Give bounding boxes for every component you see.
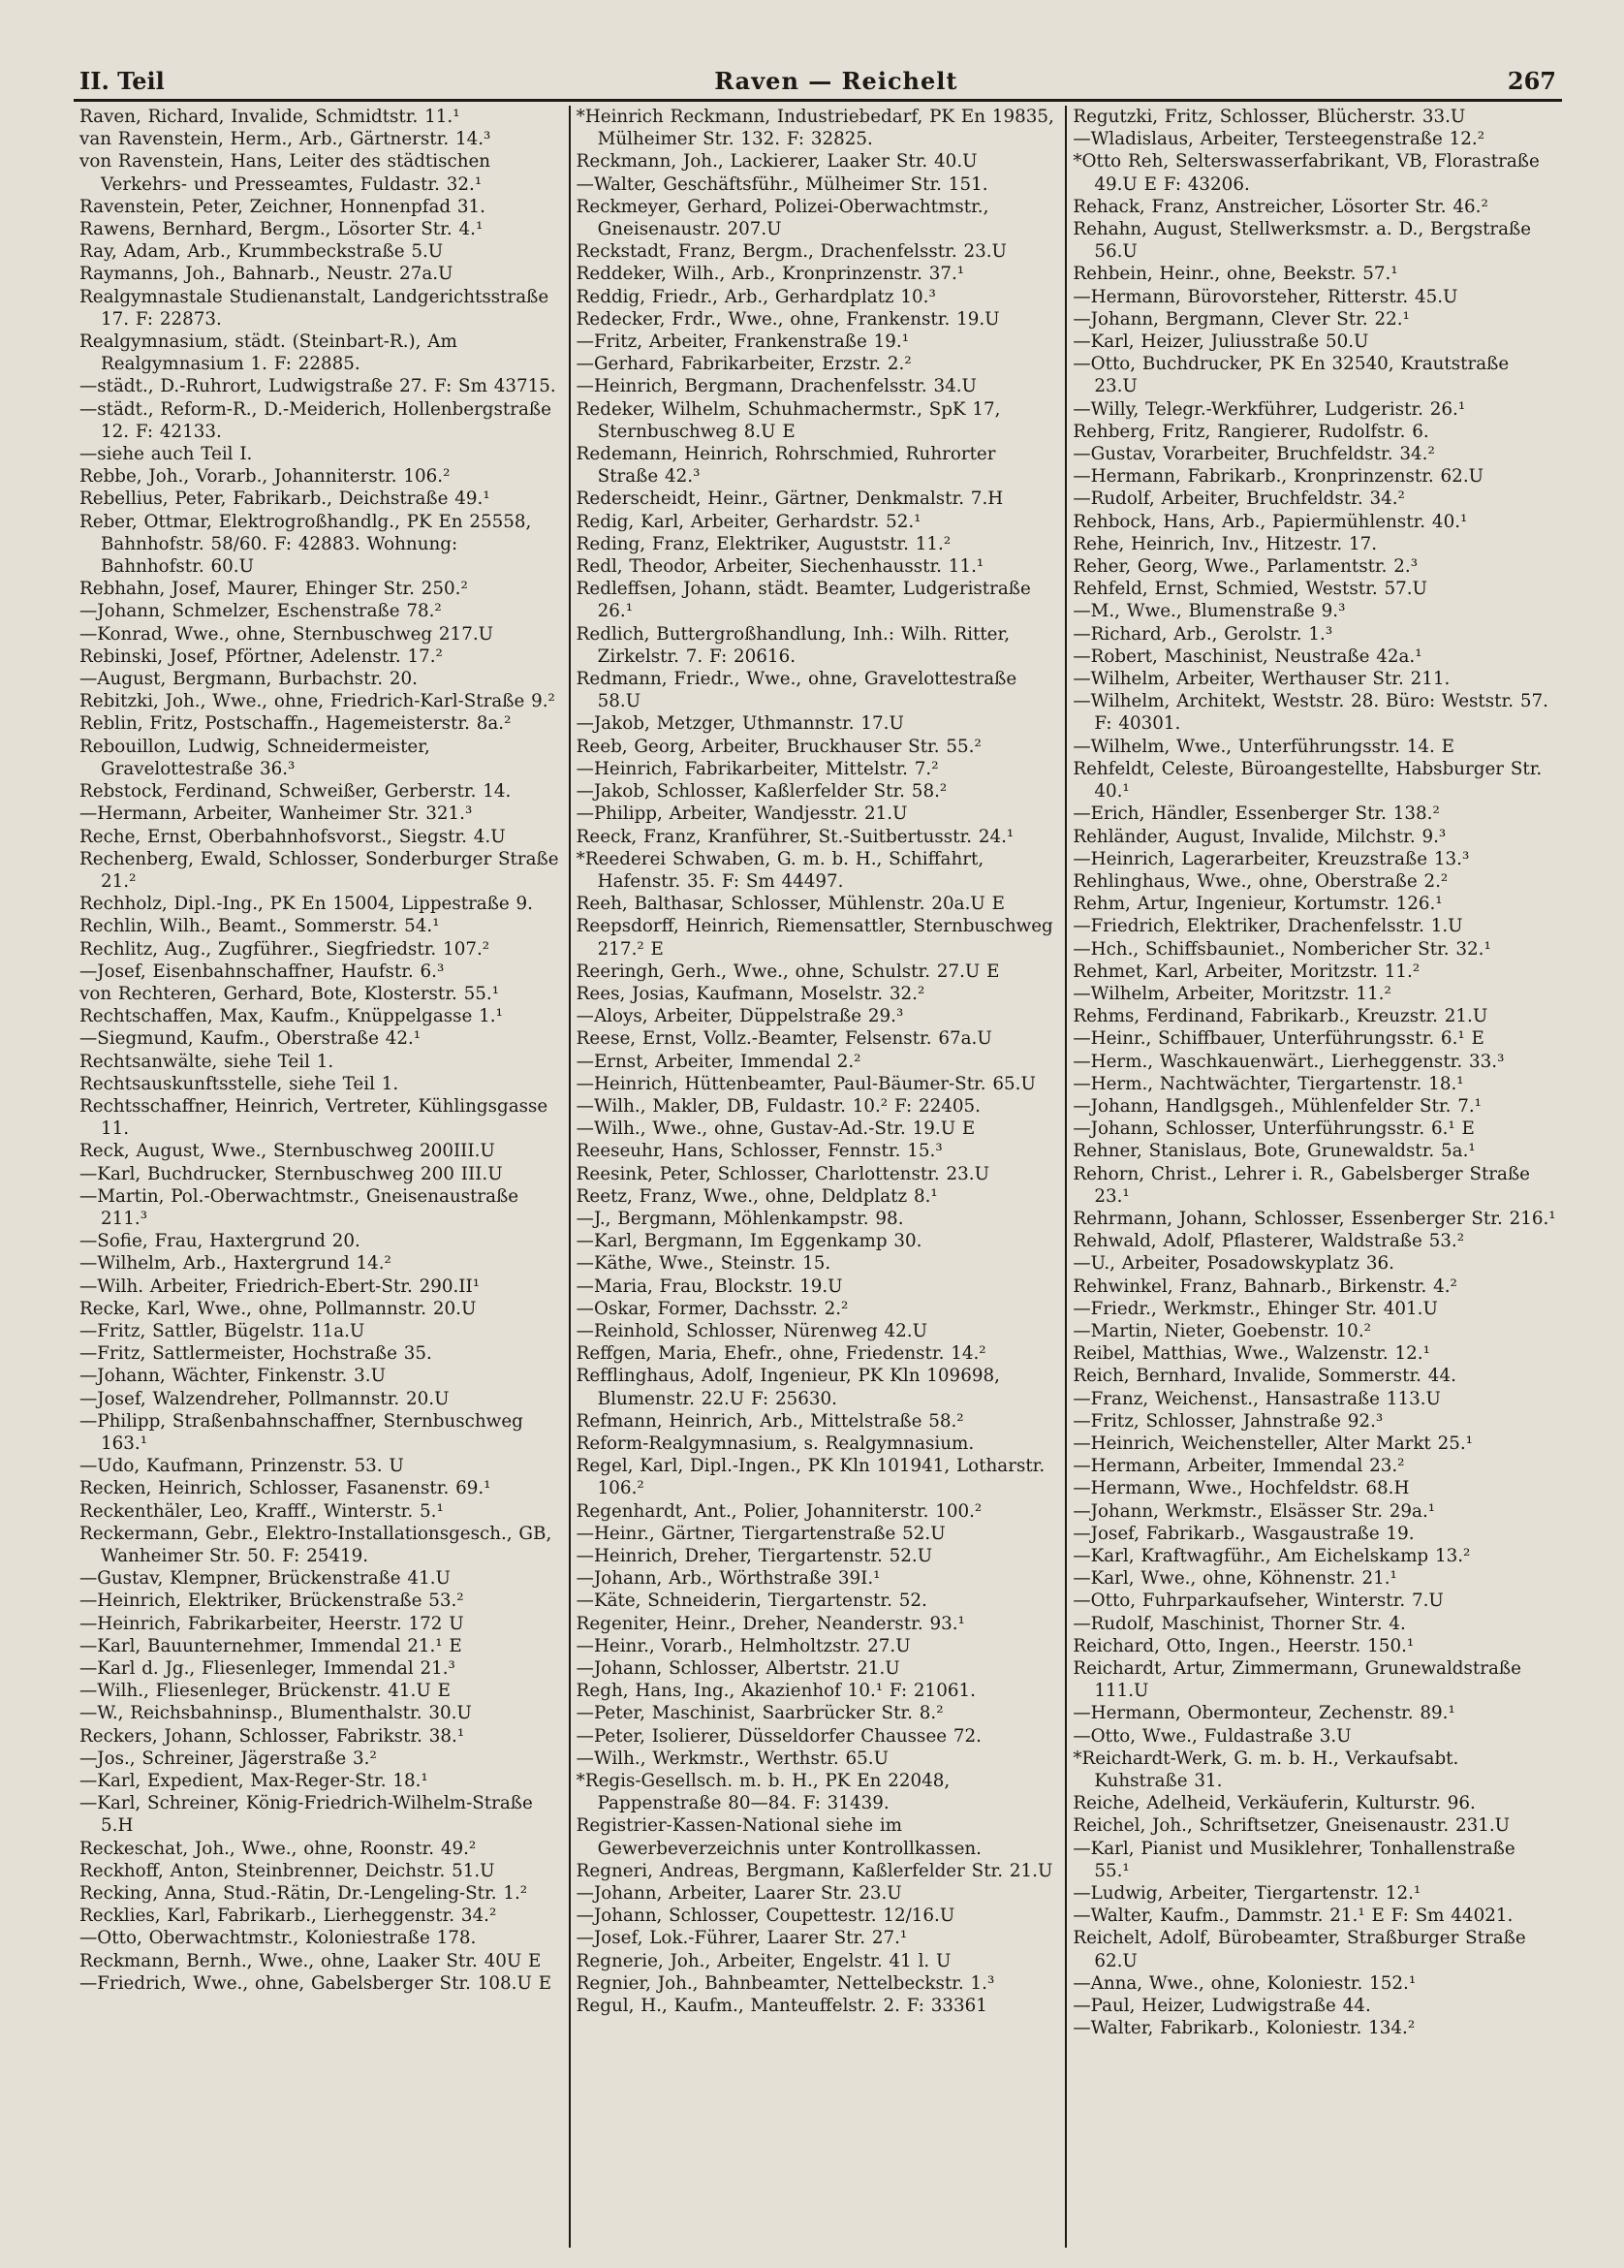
directory-entry: —Gustav, Vorarbeiter, Bruchfeldstr. 34.²	[1073, 444, 1435, 465]
directory-entry: —Sofie, Frau, Haxtergrund 20.	[79, 1231, 360, 1252]
directory-entry: —Josef, Lok.-Führer, Laarer Str. 27.¹	[576, 1928, 908, 1949]
directory-entry: —Heinrich, Fabrikarbeiter, Mittelstr. 7.²	[576, 758, 939, 779]
directory-entry: Refflinghaus, Adolf, Ingenieur, PK Kln 109698, Blumenstr. 22.U F: 25630.	[576, 1366, 1000, 1409]
directory-entry: —Johann, Schlosser, Unterführungsstr. 6.¹ E	[1073, 1118, 1475, 1140]
directory-entry: Reeringh, Gerh., Wwe., ohne, Schulstr. 27.U E	[576, 961, 1000, 982]
directory-entry: Ravenstein, Peter, Zeichner, Honnenpfad 31.	[79, 196, 485, 217]
directory-entry: Regh, Hans, Ing., Akazienhof 10.¹ F: 21061.	[576, 1681, 976, 1702]
page-header	[74, 56, 1562, 102]
directory-entry: Ray, Adam, Arb., Krummbeckstraße 5.U	[79, 241, 444, 263]
directory-entry: Rebhahn, Josef, Maurer, Ehinger Str. 250.²	[79, 579, 468, 600]
directory-entry: Reckeschat, Joh., Wwe., ohne, Roonstr. 49.²	[79, 1838, 477, 1859]
directory-entry: Rehack, Franz, Anstreicher, Lösorter Str. 46.²	[1073, 196, 1488, 217]
directory-entry: —Johann, Schmelzer, Eschenstraße 78.²	[79, 601, 442, 622]
directory-entry: *Reederei Schwaben, G. m. b. H., Schiffahrt, Hafenstr. 35. F: Sm 44497.	[576, 848, 984, 892]
directory-entry: Redlich, Buttergroßhandlung, Inh.: Wilh. Ritter, Zirkelstr. 7. F: 20616.	[576, 623, 1011, 667]
directory-entry: Recke, Karl, Wwe., ohne, Pollmannstr. 20.U	[79, 1298, 477, 1319]
directory-entry: Recken, Heinrich, Schlosser, Fasanenstr. 69.¹	[79, 1478, 491, 1499]
directory-entry: Reckenthäler, Leo, Krafff., Winterstr. 5.¹	[79, 1500, 444, 1522]
directory-entry: von Ravenstein, Hans, Leiter des städtischen Verkehrs- und Presseamtes, Fuldastr. 32.¹	[79, 151, 491, 195]
directory-entry: —Josef, Eisenbahnschaffner, Haufstr. 6.³	[79, 961, 445, 982]
directory-entry: Rechtsschaffner, Heinrich, Vertreter, Kühlingsgasse 11.	[79, 1095, 548, 1140]
directory-entry: Reiche, Adelheid, Verkäuferin, Kulturstr. 96.	[1073, 1793, 1476, 1814]
directory-entry: —Jos., Schreiner, Jägerstraße 3.²	[79, 1748, 377, 1769]
directory-entry: Reber, Ottmar, Elektrogroßhandlg., PK En 25558, Bahnhofstr. 58/60. F: 42883. Wohnung: Bahnhofstr. 60.U	[79, 511, 532, 578]
directory-entry: —Wilh., Wwe., ohne, Gustav-Ad.-Str. 19.U E	[576, 1118, 976, 1140]
directory-entry: Regenhardt, Ant., Polier, Johanniterstr. 100.²	[576, 1500, 983, 1522]
directory-entry: —Hch., Schiffsbauniet., Nombericher Str. 32.¹	[1073, 938, 1491, 960]
directory-entry: Reeck, Franz, Kranführer, St.-Suitbertusstr. 24.¹	[576, 826, 1015, 847]
directory-entry: Refmann, Heinrich, Arb., Mittelstraße 58.²	[576, 1410, 964, 1432]
directory-entry: —Johann, Wächter, Finkenstr. 3.U	[79, 1366, 386, 1387]
directory-entry: Rechtsauskunftsstelle, siehe Teil 1.	[79, 1073, 399, 1094]
directory-entry: —Ludwig, Arbeiter, Tiergartenstr. 12.¹	[1073, 1883, 1421, 1905]
directory-entry: —Karl, Bauunternehmer, Immendal 21.¹ E	[79, 1635, 462, 1656]
directory-entry: —Martin, Pol.-Oberwachtmstr., Gneisenaustraße 211.³	[79, 1185, 519, 1229]
directory-entry: Redig, Karl, Arbeiter, Gerhardstr. 52.¹	[576, 511, 921, 532]
directory-entry: —Wilh., Werkmstr., Werthstr. 65.U	[576, 1748, 890, 1769]
directory-entry: —Richard, Arb., Gerolstr. 1.³	[1073, 623, 1333, 645]
directory-entry: Registrier-Kassen-National siehe im Gewerbeverzeichnis unter Kontrollkassen.	[576, 1815, 982, 1859]
directory-entry: —Peter, Maschinist, Saarbrücker Str. 8.²	[576, 1703, 944, 1724]
directory-entry: —Erich, Händler, Essenberger Str. 138.²	[1073, 803, 1440, 825]
directory-entry: Rehrmann, Johann, Schlosser, Essenberger Str. 216.¹	[1073, 1208, 1556, 1229]
directory-entry: —Wilhelm, Arbeiter, Werthauser Str. 211.	[1073, 669, 1451, 690]
directory-entry: —Heinrich, Elektriker, Brückenstraße 53.²	[79, 1591, 464, 1612]
section-label: II. Teil	[79, 67, 165, 95]
directory-entry: —Gustav, Klempner, Brückenstraße 41.U	[79, 1568, 451, 1590]
directory-entry: Rechtsanwälte, siehe Teil 1.	[79, 1051, 334, 1072]
column-left	[74, 106, 569, 2248]
directory-entry: Redl, Theodor, Arbeiter, Siechenhausstr. 11.¹	[576, 556, 984, 578]
directory-entry: —Friedrich, Elektriker, Drachenfelsstr. 1.U	[1073, 916, 1463, 937]
directory-entry: —Wilh. Arbeiter, Friedrich-Ebert-Str. 290.II¹	[79, 1276, 481, 1297]
directory-entry: Regeniter, Heinr., Dreher, Neanderstr. 93.¹	[576, 1613, 965, 1634]
directory-entry: —Josef, Walzendreher, Pollmannstr. 20.U	[79, 1388, 450, 1409]
directory-entry: —Philipp, Arbeiter, Wandjesstr. 21.U	[576, 803, 908, 825]
directory-entry: Regul, H., Kaufm., Manteuffelstr. 2. F: 33361	[576, 1996, 987, 2017]
directory-entry: Reichel, Joh., Schriftsetzer, Gneisenaustr. 231.U	[1073, 1815, 1511, 1837]
directory-entry: Reichard, Otto, Ingen., Heerstr. 150.¹	[1073, 1635, 1415, 1656]
directory-entry: Regneri, Andreas, Bergmann, Kaßlerfelder Str. 21.U	[576, 1860, 1053, 1881]
directory-entry: —Heinrich, Lagerarbeiter, Kreuzstraße 13.³	[1073, 848, 1470, 869]
directory-entry: —Rudolf, Maschinist, Thorner Str. 4.	[1073, 1613, 1406, 1634]
directory-entry: —U., Arbeiter, Posadowskyplatz 36.	[1073, 1253, 1394, 1275]
directory-entry: —W., Reichsbahninsp., Blumenthalstr. 30.U	[79, 1703, 472, 1724]
directory-entry: —Hermann, Arbeiter, Wanheimer Str. 321.³	[79, 803, 473, 825]
directory-entry: Reeb, Georg, Arbeiter, Bruckhauser Str. 55.²	[576, 736, 982, 757]
directory-entry: —Wilhelm, Arb., Haxtergrund 14.²	[79, 1253, 391, 1275]
directory-entry: Reesink, Peter, Schlosser, Charlottenstr. 23.U	[576, 1163, 990, 1184]
directory-entry: —Karl, Kraftwagführ., Am Eichelskamp 13.²	[1073, 1546, 1471, 1566]
directory-entry: Rehorn, Christ., Lehrer i. R., Gabelsberger Straße 23.¹	[1073, 1163, 1530, 1207]
directory-entry: Rechtschaffen, Max, Kaufm., Knüppelgasse 1.¹	[79, 1006, 503, 1027]
directory-entry: Reich, Bernhard, Invalide, Sommerstr. 44.	[1073, 1366, 1456, 1387]
directory-entry: von Rechteren, Gerhard, Bote, Klosterstr. 55.¹	[79, 983, 500, 1004]
directory-entry: —Karl, Heizer, Juliusstraße 50.U	[1073, 331, 1369, 353]
directory-entry: —Hermann, Obermonteur, Zechenstr. 89.¹	[1073, 1703, 1455, 1724]
directory-entry: —Hermann, Arbeiter, Immendal 23.²	[1073, 1456, 1405, 1477]
directory-entry: Reckmeyer, Gerhard, Polizei-Oberwachtmstr., Gneisenaustr. 207.U	[576, 196, 989, 240]
directory-entry: —Otto, Oberwachtmstr., Koloniestraße 178.	[79, 1928, 477, 1949]
directory-entry: —Karl, Wwe., ohne, Köhnenstr. 21.¹	[1073, 1568, 1397, 1590]
directory-entry: *Heinrich Reckmann, Industriebedarf, PK En 19835, Mülheimer Str. 132. F: 32825.	[576, 107, 1054, 150]
directory-entry: —Johann, Werkmstr., Elsässer Str. 29a.¹	[1073, 1500, 1436, 1522]
directory-entry: —Johann, Handlgsgeh., Mühlenfelder Str. 7.¹	[1073, 1095, 1482, 1117]
directory-entry: —M., Wwe., Blumenstraße 9.³	[1073, 601, 1346, 622]
directory-entry: —Fritz, Sattler, Bügelstr. 11a.U	[79, 1320, 365, 1341]
directory-entry: Reckhoff, Anton, Steinbrenner, Deichstr. 51.U	[79, 1860, 495, 1881]
directory-entry: Redmann, Friedr., Wwe., ohne, Gravelottestraße 58.U	[576, 669, 1017, 712]
directory-entry: —Siegmund, Kaufm., Oberstraße 42.¹	[79, 1028, 422, 1050]
directory-entry: Regnerie, Joh., Arbeiter, Engelstr. 41 l. U	[576, 1950, 952, 1971]
directory-entry: Rehwald, Adolf, Pflasterer, Waldstraße 53.²	[1073, 1231, 1465, 1252]
directory-entry: Rehfeldt, Celeste, Büroangestellte, Habsburger Str. 40.¹	[1073, 758, 1543, 803]
directory-entry: —Heinrich, Hüttenbeamter, Paul-Bäumer-Str. 65.U	[576, 1073, 1036, 1094]
directory-entry: Rawens, Bernhard, Bergm., Lösorter Str. 4.¹	[79, 219, 484, 240]
directory-entry: —Johann, Schlosser, Albertstr. 21.U	[576, 1658, 900, 1680]
directory-entry: —Oskar, Former, Dachsstr. 2.²	[576, 1298, 849, 1319]
directory-entry: —Ernst, Arbeiter, Immendal 2.²	[576, 1051, 861, 1072]
directory-entry: —Jakob, Schlosser, Kaßlerfelder Str. 58.²	[576, 781, 948, 803]
directory-entry: —Philipp, Straßenbahnschaffner, Sternbuschweg 163.¹	[79, 1410, 523, 1454]
directory-entry: —Heinrich, Weichensteller, Alter Markt 25.¹	[1073, 1433, 1473, 1454]
directory-entry: —Hermann, Fabrikarb., Kronprinzenstr. 62.U	[1073, 466, 1484, 488]
directory-entry: —Wladislaus, Arbeiter, Tersteegenstraße 12.²	[1073, 129, 1485, 150]
directory-entry: Reffgen, Maria, Ehefr., ohne, Friedenstr. 14.²	[576, 1343, 986, 1365]
directory-entry: Realgymnasium, städt. (Steinbart-R.), Am Realgymnasium 1. F: 22885.	[79, 331, 457, 375]
directory-entry: —J., Bergmann, Möhlenkampstr. 98.	[576, 1208, 904, 1229]
directory-entry: —Jakob, Metzger, Uthmannstr. 17.U	[576, 713, 904, 735]
directory-entry: —Fritz, Schlosser, Jahnstraße 92.³	[1073, 1410, 1384, 1432]
column-middle	[569, 106, 1066, 2248]
directory-entry: —Reinhold, Schlosser, Nürenweg 42.U	[576, 1320, 927, 1341]
directory-entry: Reckermann, Gebr., Elektro-Installationsgesch., GB, Wanheimer Str. 50. F: 25419.	[79, 1523, 552, 1566]
directory-entry: Reetz, Franz, Wwe., ohne, Deldplatz 8.¹	[576, 1185, 938, 1207]
directory-entry: —Peter, Isolierer, Düsseldorfer Chaussee 72.	[576, 1725, 982, 1747]
directory-entry: —Käte, Schneiderin, Tiergartenstr. 52.	[576, 1591, 927, 1612]
directory-entry: —Karl, Schreiner, König-Friedrich-Wilhelm-Straße 5.H	[79, 1793, 533, 1837]
directory-entry: —Johann, Schlosser, Coupettestr. 12/16.U	[576, 1906, 955, 1927]
directory-entry: Rechlin, Wilh., Beamt., Sommerstr. 54.¹	[79, 916, 440, 937]
directory-entry: —Willy, Telegr.-Werkführer, Ludgeristr. 26.¹	[1073, 398, 1466, 420]
directory-entry: —Friedr., Werkmstr., Ehinger Str. 401.U	[1073, 1298, 1438, 1319]
directory-entry: —Walter, Fabrikarb., Koloniestr. 134.²	[1073, 2018, 1416, 2039]
directory-entry: Rechholz, Dipl.-Ing., PK En 15004, Lippestraße 9.	[79, 894, 533, 915]
directory-entry: Reepsdorff, Heinrich, Riemensattler, Sternbuschweg 217.² E	[576, 916, 1053, 960]
directory-entry: Reckmann, Bernh., Wwe., ohne, Laaker Str. 40U E	[79, 1950, 542, 1971]
directory-entry: —Walter, Geschäftsführ., Mülheimer Str. 151.	[576, 173, 988, 195]
directory-entry: —Fritz, Arbeiter, Frankenstraße 19.¹	[576, 331, 910, 353]
directory-entry: Rebouillon, Ludwig, Schneidermeister, Gravelottestraße 36.³	[79, 736, 430, 779]
directory-entry: —Herm., Waschkauenwärt., Lierheggenstr. 33.³	[1073, 1051, 1505, 1072]
directory-entry: Regutzki, Fritz, Schlosser, Blücherstr. 33.U	[1073, 107, 1466, 127]
directory-entry: Rederscheidt, Heinr., Gärtner, Denkmalstr. 7.H	[576, 488, 1004, 510]
directory-entry: Reding, Franz, Elektriker, Auguststr. 11.²	[576, 533, 952, 554]
directory-entry: Raymanns, Joh., Bahnarb., Neustr. 27a.U	[79, 264, 453, 285]
directory-entry: Rehländer, August, Invalide, Milchstr. 9.³	[1073, 826, 1447, 847]
directory-entry: —Hermann, Bürovorsteher, Ritterstr. 45.U	[1073, 286, 1458, 307]
directory-entry: Rebstock, Ferdinand, Schweißer, Gerberstr. 14.	[79, 781, 512, 803]
directory-entry: Rehm, Artur, Ingenieur, Kortumstr. 126.¹	[1073, 894, 1443, 915]
directory-entry: Rebellius, Peter, Fabrikarb., Deichstraße 49.¹	[79, 488, 490, 510]
directory-entry: —Walter, Kaufm., Dammstr. 21.¹ E F: Sm 44021.	[1073, 1906, 1514, 1927]
directory-entry: Rehms, Ferdinand, Fabrikarb., Kreuzstr. 21.U	[1073, 1006, 1488, 1027]
directory-entry: —Otto, Wwe., Fuldastraße 3.U	[1073, 1725, 1352, 1747]
directory-entry: —Paul, Heizer, Ludwigstraße 44.	[1073, 1996, 1371, 2017]
directory-entry: Redeker, Wilhelm, Schuhmachermstr., SpK 17, Sternbuschweg 8.U E	[576, 398, 1001, 442]
directory-entry: —Heinrich, Bergmann, Drachenfelsstr. 34.U	[576, 376, 977, 397]
directory-entry: —Wilh., Fliesenleger, Brückenstr. 41.U E	[79, 1681, 451, 1702]
directory-entry: —Maria, Frau, Blockstr. 19.U	[576, 1276, 843, 1297]
directory-entry: —städt., D.-Ruhrort, Ludwigstraße 27. F: Sm 43715.	[79, 376, 556, 397]
directory-entry: Redleffsen, Johann, städt. Beamter, Ludgeristraße 26.¹	[576, 579, 1031, 622]
directory-entry: —Rudolf, Arbeiter, Bruchfeldstr. 34.²	[1073, 488, 1405, 510]
directory-entry: —Heinr., Gärtner, Tiergartenstraße 52.U	[576, 1523, 946, 1544]
directory-entry: —Wilhelm, Architekt, Weststr. 28. Büro: Weststr. 57. F: 40301.	[1073, 691, 1548, 735]
directory-entry: Rechenberg, Ewald, Schlosser, Sonderburger Straße 21.²	[79, 848, 559, 892]
directory-entry: Realgymnastale Studienanstalt, Landgerichtsstraße 17. F: 22873.	[79, 286, 549, 330]
directory-entry: Rehfeld, Ernst, Schmied, Weststr. 57.U	[1073, 579, 1427, 600]
directory-entry: Reddeker, Wilh., Arb., Kronprinzenstr. 37.¹	[576, 264, 965, 285]
directory-entry: Rehahn, August, Stellwerksmstr. a. D., Bergstraße 56.U	[1073, 219, 1532, 263]
directory-entry: *Otto Reh, Selterswasserfabrikant, VB, Florastraße 49.U E F: 43206.	[1073, 151, 1540, 195]
directory-entry: —Udo, Kaufmann, Prinzenstr. 53. U	[79, 1456, 404, 1477]
directory-entry: —städt., Reform-R., D.-Meiderich, Hollenbergstraße 12. F: 42133.	[79, 398, 551, 442]
directory-entry: Raven, Richard, Invalide, Schmidtstr. 11.¹	[79, 107, 460, 127]
directory-entry: Reher, Georg, Wwe., Parlamentstr. 2.³	[1073, 556, 1419, 578]
directory-entry: Rehbock, Hans, Arb., Papiermühlenstr. 40.¹	[1073, 511, 1468, 532]
directory-entry: Rehmet, Karl, Arbeiter, Moritzstr. 11.²	[1073, 961, 1421, 982]
directory-entry: —Konrad, Wwe., ohne, Sternbuschweg 217.U	[79, 623, 494, 645]
directory-entry: —Herm., Nachtwächter, Tiergartenstr. 18.¹	[1073, 1073, 1464, 1094]
directory-entry: —August, Bergmann, Burbachstr. 20.	[79, 669, 418, 690]
directory-entry: —Otto, Buchdrucker, PK En 32540, Krautstraße 23.U	[1073, 354, 1510, 397]
directory-entry: —Johann, Bergmann, Clever Str. 22.¹	[1073, 308, 1410, 330]
directory-entry: —Aloys, Arbeiter, Düppelstraße 29.³	[576, 1006, 904, 1027]
directory-entry: —Wilh., Makler, DB, Fuldastr. 10.² F: 22405.	[576, 1095, 981, 1117]
directory-entry: Rebitzki, Joh., Wwe., ohne, Friedrich-Karl-Straße 9.²	[79, 691, 555, 712]
directory-entry: Rees, Josias, Kaufmann, Moselstr. 32.²	[576, 983, 925, 1004]
directory-entry: —Robert, Maschinist, Neustraße 42a.¹	[1073, 646, 1422, 667]
directory-entry: Regnier, Joh., Bahnbeamter, Nettelbeckstr. 1.³	[576, 1972, 995, 1994]
directory-entry: van Ravenstein, Herm., Arb., Gärtnerstr. 14.³	[79, 129, 491, 150]
directory-entry: Rehwinkel, Franz, Bahnarb., Birkenstr. 4.²	[1073, 1276, 1457, 1297]
directory-entry: —Heinr., Vorarb., Helmholtzstr. 27.U	[576, 1635, 911, 1656]
directory-entry: Rehberg, Fritz, Rangierer, Rudolfstr. 6.	[1073, 421, 1429, 442]
directory-entry: —Fritz, Sattlermeister, Hochstraße 35.	[79, 1343, 432, 1365]
directory-entry: —Johann, Arb., Wörthstraße 39I.¹	[576, 1568, 881, 1590]
directory-entry: —Anna, Wwe., ohne, Koloniestr. 152.¹	[1073, 1972, 1417, 1994]
directory-entry: —Johann, Arbeiter, Laarer Str. 23.U	[576, 1883, 902, 1905]
directory-entry: Reche, Ernst, Oberbahnhofsvorst., Siegstr. 4.U	[79, 826, 506, 847]
directory-entry: —Karl, Bergmann, Im Eggenkamp 30.	[576, 1231, 922, 1252]
directory-entry: —siehe auch Teil I.	[79, 444, 253, 465]
directory-entry: *Regis-Gesellsch. m. b. H., PK En 22048, Pappenstraße 80—84. F: 31439.	[576, 1771, 951, 1814]
directory-entry: Reeh, Balthasar, Schlosser, Mühlenstr. 20a.U E	[576, 894, 1005, 915]
directory-entry: —Hermann, Wwe., Hochfeldstr. 68.H	[1073, 1478, 1410, 1499]
directory-entry: —Käthe, Wwe., Steinstr. 15.	[576, 1253, 831, 1275]
directory-entry: —Wilhelm, Arbeiter, Moritzstr. 11.²	[1073, 983, 1391, 1004]
page-number: 267	[1507, 67, 1556, 95]
directory-entry: Regel, Karl, Dipl.-Ingen., PK Kln 101941, Lotharstr. 106.²	[576, 1456, 1046, 1499]
entry-columns	[74, 106, 1562, 2248]
directory-entry: —Heinr., Schiffbauer, Unterführungsstr. 6.¹ E	[1073, 1028, 1484, 1050]
directory-entry: —Josef, Fabrikarb., Wasgaustraße 19.	[1073, 1523, 1415, 1544]
directory-entry: Rebinski, Josef, Pförtner, Adelenstr. 17.²	[79, 646, 443, 667]
directory-entry: —Heinrich, Dreher, Tiergartenstr. 52.U	[576, 1546, 933, 1566]
directory-entry: —Karl, Buchdrucker, Sternbuschweg 200 III.U	[79, 1163, 503, 1184]
directory-entry: Recking, Anna, Stud.-Rätin, Dr.-Lengeling-Str. 1.²	[79, 1883, 528, 1905]
directory-entry: —Friedrich, Wwe., ohne, Gabelsberger Str. 108.U E	[79, 1972, 552, 1994]
name-range: Raven — Reichelt	[714, 67, 958, 95]
directory-entry: Reddig, Friedr., Arb., Gerhardplatz 10.³	[576, 286, 936, 307]
directory-entry: Rehbein, Heinr., ohne, Beekstr. 57.¹	[1073, 264, 1398, 285]
directory-entry: Redecker, Frdr., Wwe., ohne, Frankenstr. 19.U	[576, 308, 1000, 330]
directory-entry: Reibel, Matthias, Wwe., Walzenstr. 12.¹	[1073, 1343, 1430, 1365]
directory-entry: Reese, Ernst, Vollz.-Beamter, Felsenstr. 67a.U	[576, 1028, 992, 1050]
directory-entry: Reckstadt, Franz, Bergm., Drachenfelsstr. 23.U	[576, 241, 1007, 263]
directory-entry: Reblin, Fritz, Postschaffn., Hagemeisterstr. 8a.²	[79, 713, 512, 735]
directory-entry: —Karl d. Jg., Fliesenleger, Immendal 21.³	[79, 1658, 455, 1680]
directory-entry: Redemann, Heinrich, Rohrschmied, Ruhrorter Straße 42.³	[576, 444, 996, 488]
directory-entry: Reichardt, Artur, Zimmermann, Grunewaldstraße 111.U	[1073, 1658, 1521, 1702]
directory-entry: Rehe, Heinrich, Inv., Hitzestr. 17.	[1073, 533, 1378, 554]
directory-entry: —Karl, Pianist und Musiklehrer, Tonhallenstraße 55.¹	[1073, 1838, 1515, 1881]
directory-entry: Reeseuhr, Hans, Schlosser, Fennstr. 15.³	[576, 1141, 943, 1162]
directory-entry: —Franz, Weichenst., Hansastraße 113.U	[1073, 1388, 1441, 1409]
directory-entry: Rechlitz, Aug., Zugführer., Siegfriedstr. 107.²	[79, 938, 490, 960]
directory-entry: Rebbe, Joh., Vorarb., Johanniterstr. 106.²	[79, 466, 451, 488]
directory-entry: *Reichardt-Werk, G. m. b. H., Verkaufsabt. Kuhstraße 31.	[1073, 1748, 1459, 1792]
directory-entry: Reichelt, Adolf, Bürobeamter, Straßburger Straße 62.U	[1073, 1928, 1526, 1971]
directory-entry: Rehlinghaus, Wwe., ohne, Oberstraße 2.²	[1073, 870, 1449, 892]
directory-entry: —Wilhelm, Wwe., Unterführungsstr. 14. E	[1073, 736, 1454, 757]
directory-entry: Recklies, Karl, Fabrikarb., Lierheggenstr. 34.²	[79, 1906, 497, 1927]
directory-entry: Reck, August, Wwe., Sternbuschweg 200III.U	[79, 1141, 495, 1162]
directory-entry: —Otto, Fuhrparkaufseher, Winterstr. 7.U	[1073, 1591, 1444, 1612]
directory-entry: Reckmann, Joh., Lackierer, Laaker Str. 40.U	[576, 151, 978, 173]
directory-entry: Reckers, Johann, Schlosser, Fabrikstr. 38.¹	[79, 1725, 465, 1747]
directory-entry: —Gerhard, Fabrikarbeiter, Erzstr. 2.²	[576, 354, 912, 375]
directory-entry: —Heinrich, Fabrikarbeiter, Heerstr. 172 U	[79, 1613, 464, 1634]
directory-entry: —Martin, Nieter, Goebenstr. 10.²	[1073, 1320, 1371, 1341]
directory-entry: —Karl, Expedient, Max-Reger-Str. 18.¹	[79, 1771, 428, 1792]
column-right	[1065, 106, 1562, 2248]
directory-entry: Rehner, Stanislaus, Bote, Grunewaldstr. 5a.¹	[1073, 1141, 1476, 1162]
directory-entry: Reform-Realgymnasium, s. Realgymnasium.	[576, 1433, 975, 1454]
